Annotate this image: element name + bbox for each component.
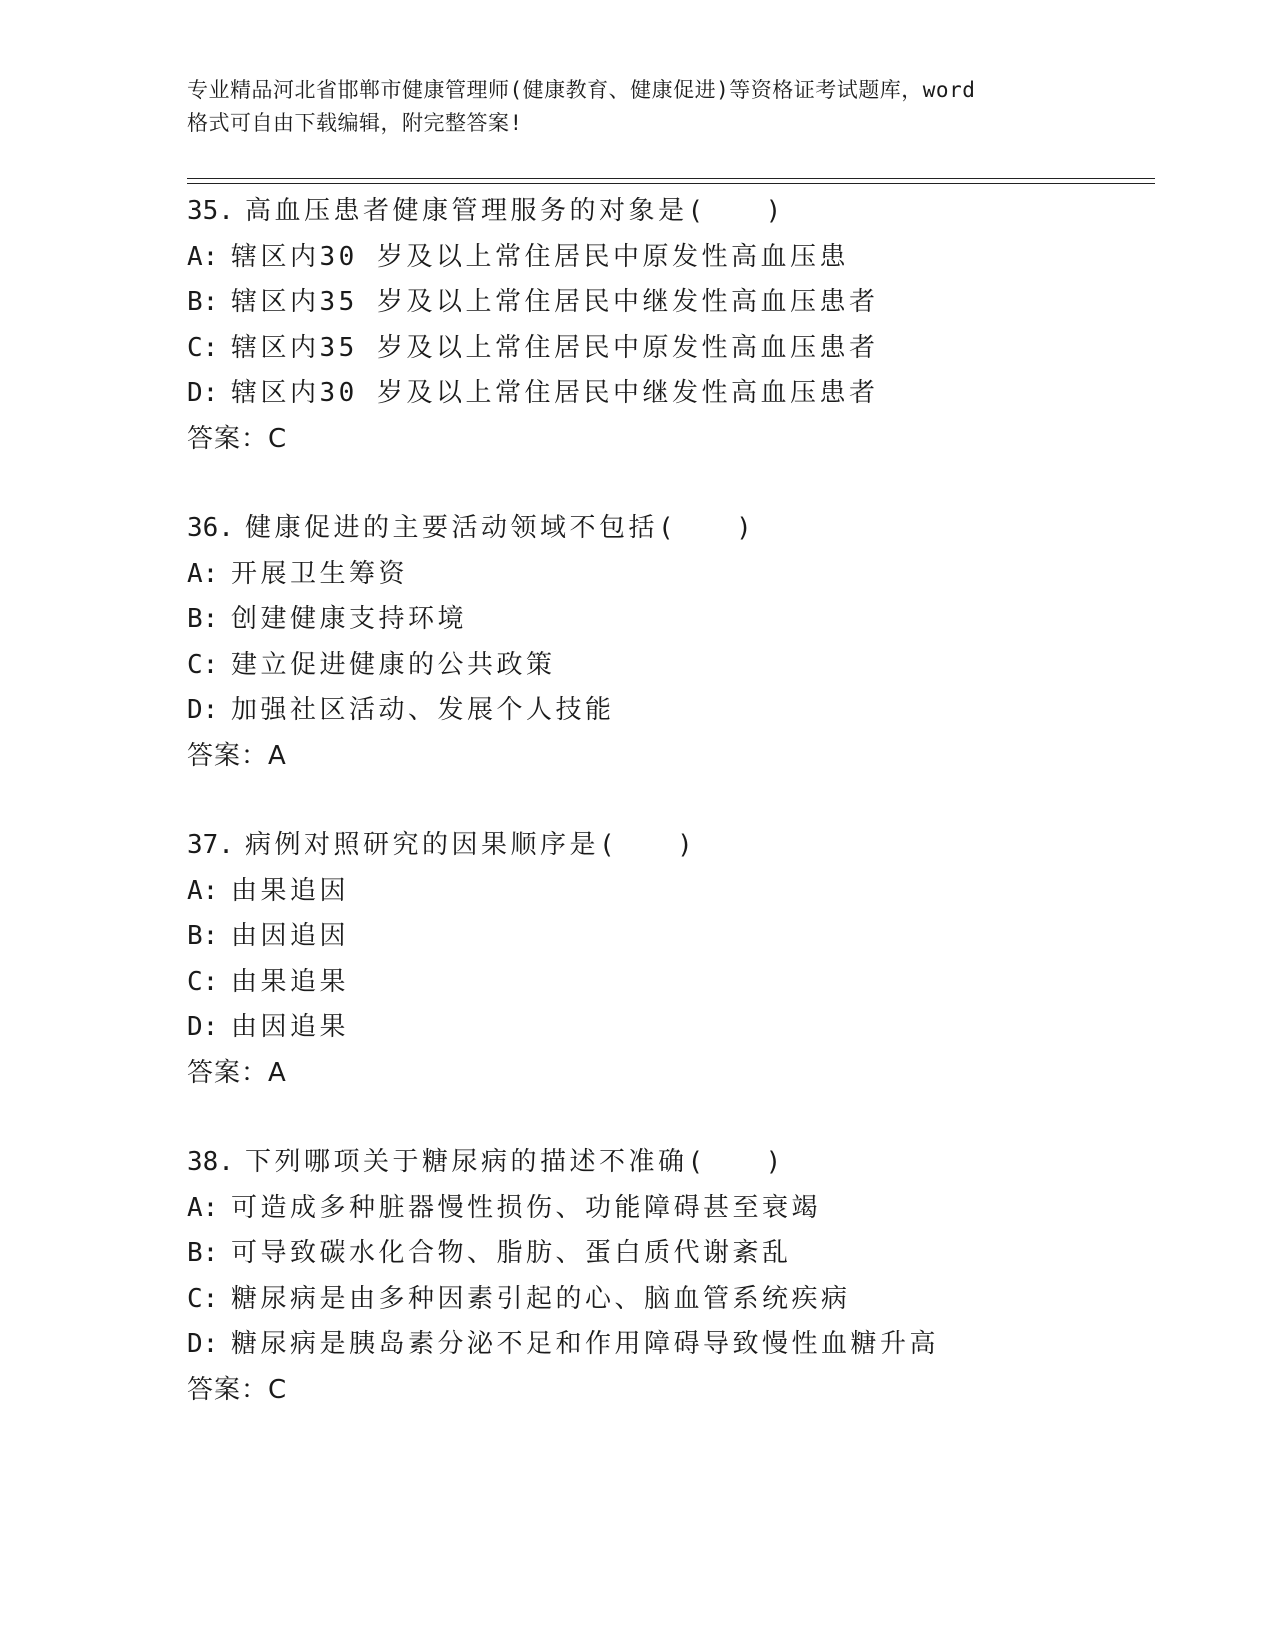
question-text: 下列哪项关于糖尿病的描述不准确( ) (245, 1147, 785, 1177)
option-a (187, 552, 1155, 598)
option-d (187, 688, 1155, 734)
option-key: C: (187, 332, 219, 363)
answer-line: 答案：A (187, 1057, 287, 1088)
option-key: A: (187, 1192, 219, 1223)
question-text: 病例对照研究的因果顺序是( ) (245, 830, 697, 860)
option-text: 糖尿病是由多种因素引起的心、脑血管系统疾病 (231, 1283, 851, 1314)
option-text: 可导致碳水化合物、脂肪、蛋白质代谢紊乱 (231, 1238, 792, 1268)
question-list (187, 189, 1155, 1457)
option-key: A: (187, 241, 219, 272)
option-text: 辖区内30 岁及以上常住居民中原发性高血压患 (231, 241, 849, 272)
header-line-1: 专业精品河北省邯郸市健康管理师(健康教育、健康促进)等资格证考试题库，word (187, 78, 976, 102)
option-key: B: (187, 921, 219, 951)
question-text: 高血压患者健康管理服务的对象是( ) (245, 196, 785, 226)
option-text: 由果追果 (231, 966, 350, 997)
option-a (187, 1186, 1155, 1232)
option-key: B: (187, 1238, 219, 1268)
option-a (187, 235, 1155, 281)
option-d (187, 1322, 1155, 1368)
option-key: D: (187, 378, 219, 408)
option-text: 由因追因 (231, 921, 350, 951)
answer-line: 答案：A (187, 740, 287, 771)
option-text: 辖区内35 岁及以上常住居民中原发性高血压患者 (231, 332, 879, 363)
header-rule-top (187, 178, 1155, 179)
header-rule-bottom (187, 183, 1155, 184)
option-text: 糖尿病是胰岛素分泌不足和作用障碍导致慢性血糖升高 (231, 1329, 940, 1359)
option-key: C: (187, 1283, 219, 1314)
question-number: 35. (187, 196, 234, 226)
option-b (187, 1231, 1155, 1277)
option-a (187, 869, 1155, 915)
question-number: 37. (187, 830, 234, 860)
option-key: B: (187, 604, 219, 634)
option-c (187, 643, 1155, 689)
option-text: 由果追因 (231, 875, 350, 906)
option-key: D: (187, 1012, 219, 1042)
option-text: 由因追果 (231, 1012, 350, 1042)
answer-line: 答案：C (187, 423, 288, 454)
option-text: 开展卫生筹资 (231, 558, 409, 589)
option-d (187, 1005, 1155, 1051)
question-stem (187, 1140, 1155, 1186)
question-36 (187, 506, 1155, 779)
option-key: A: (187, 558, 219, 589)
option-key: A: (187, 875, 219, 906)
option-key: C: (187, 966, 219, 997)
option-c (187, 960, 1155, 1006)
option-c (187, 1277, 1155, 1323)
question-35 (187, 189, 1155, 462)
option-text: 加强社区活动、发展个人技能 (231, 695, 615, 725)
option-text: 创建健康支持环境 (231, 604, 468, 634)
option-key: D: (187, 695, 219, 725)
header-line-2: 格式可自由下载编辑，附完整答案! (187, 111, 523, 135)
option-key: D: (187, 1329, 219, 1359)
option-key: C: (187, 649, 219, 680)
option-text: 可造成多种脏器慢性损伤、功能障碍甚至衰竭 (231, 1192, 822, 1223)
option-text: 辖区内30 岁及以上常住居民中继发性高血压患者 (231, 378, 879, 408)
question-38 (187, 1140, 1155, 1413)
document-header (187, 74, 1087, 140)
question-number: 36. (187, 513, 234, 543)
option-b (187, 597, 1155, 643)
question-stem (187, 189, 1155, 235)
answer-line: 答案：C (187, 1374, 288, 1405)
option-key: B: (187, 287, 219, 317)
question-stem (187, 823, 1155, 869)
question-text: 健康促进的主要活动领域不包括( ) (245, 513, 756, 543)
option-b (187, 914, 1155, 960)
option-d (187, 371, 1155, 417)
option-text: 建立促进健康的公共政策 (231, 649, 556, 680)
question-37 (187, 823, 1155, 1096)
option-text: 辖区内35 岁及以上常住居民中继发性高血压患者 (231, 287, 879, 317)
option-b (187, 280, 1155, 326)
question-stem (187, 506, 1155, 552)
option-c (187, 326, 1155, 372)
question-number: 38. (187, 1147, 234, 1177)
